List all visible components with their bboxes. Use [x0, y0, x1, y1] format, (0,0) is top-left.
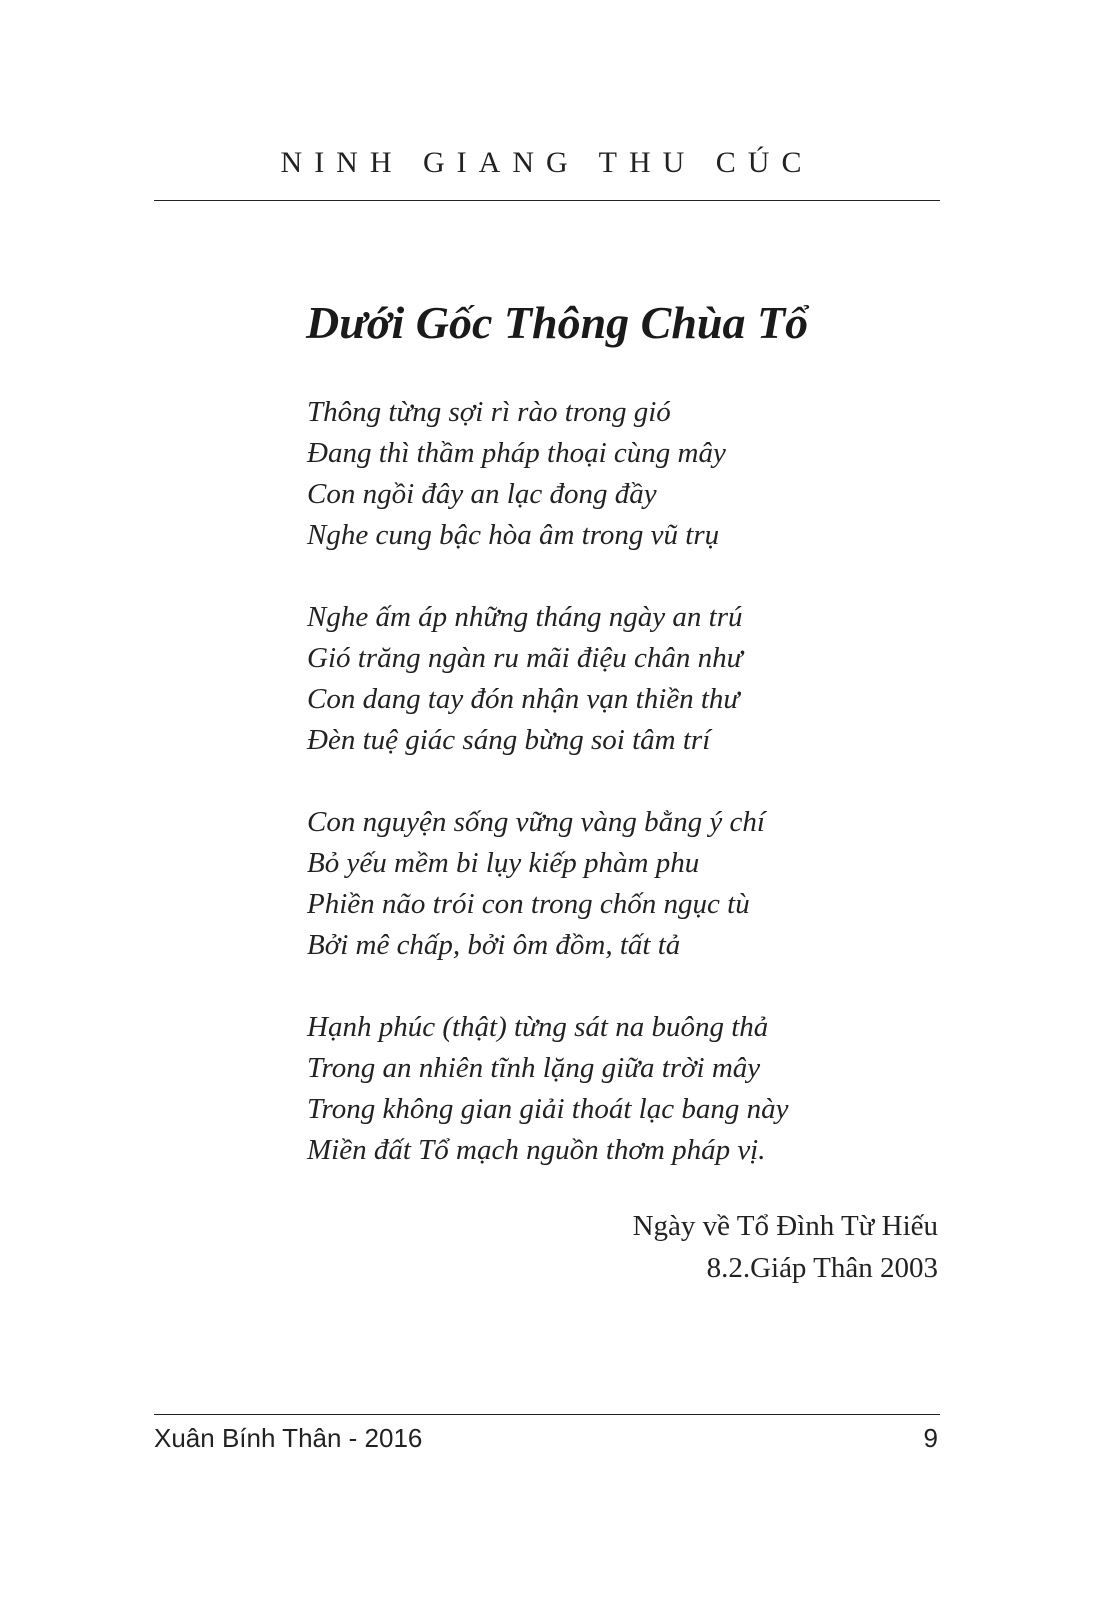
poem-line: Trong không gian giải thoát lạc bang này: [307, 1093, 789, 1125]
signature-date: 8.2.Giáp Thân 2003: [706, 1252, 938, 1284]
poem-signature: [633, 1205, 938, 1289]
running-header: NINH GIANG THU CÚC: [280, 146, 814, 179]
poem-line: Con ngồi đây an lạc đong đầy: [307, 478, 657, 510]
stanza-1: [307, 392, 788, 556]
poem-line: Thông từng sợi rì rào trong gió: [307, 396, 671, 428]
poem-body: [307, 392, 788, 1171]
signature-place: Ngày về Tổ Đình Từ Hiếu: [632, 1210, 938, 1242]
poem-line: Đang thì thầm pháp thoại cùng mây: [307, 437, 726, 469]
stanza-3: [307, 802, 788, 966]
footer-publication: Xuân Bính Thân - 2016: [154, 1423, 423, 1453]
footer-divider: [154, 1414, 940, 1415]
poem-line: Con nguyện sống vững vàng bằng ý chí: [307, 806, 765, 838]
poem-line: Nghe cung bậc hòa âm trong vũ trụ: [307, 519, 720, 551]
poem-line: Hạnh phúc (thật) từng sát na buông thả: [307, 1011, 769, 1043]
poem-line: Phiền não trói con trong chốn ngục tù: [307, 888, 750, 920]
stanza-2: [307, 597, 788, 761]
poem-line: Gió trăng ngàn ru mãi điệu chân như: [307, 642, 743, 674]
poem-line: Con dang tay đón nhận vạn thiền thư: [307, 683, 740, 715]
poem-line: Bỏ yếu mềm bi lụy kiếp phàm phu: [307, 847, 700, 879]
page-number: 9: [923, 1423, 938, 1453]
poem-line: Nghe ấm áp những tháng ngày an trú: [307, 601, 743, 633]
stanza-4: [307, 1007, 788, 1171]
poem-line: Đèn tuệ giác sáng bừng soi tâm trí: [307, 724, 711, 756]
poem-line: Bởi mê chấp, bởi ôm đồm, tất tả: [307, 929, 681, 961]
poem-line: Miền đất Tổ mạch nguồn thơm pháp vị.: [307, 1134, 766, 1166]
header-divider: [154, 200, 940, 201]
poem-title: Dưới Gốc Thông Chùa Tổ: [306, 297, 809, 348]
poem-line: Trong an nhiên tĩnh lặng giữa trời mây: [307, 1052, 761, 1084]
